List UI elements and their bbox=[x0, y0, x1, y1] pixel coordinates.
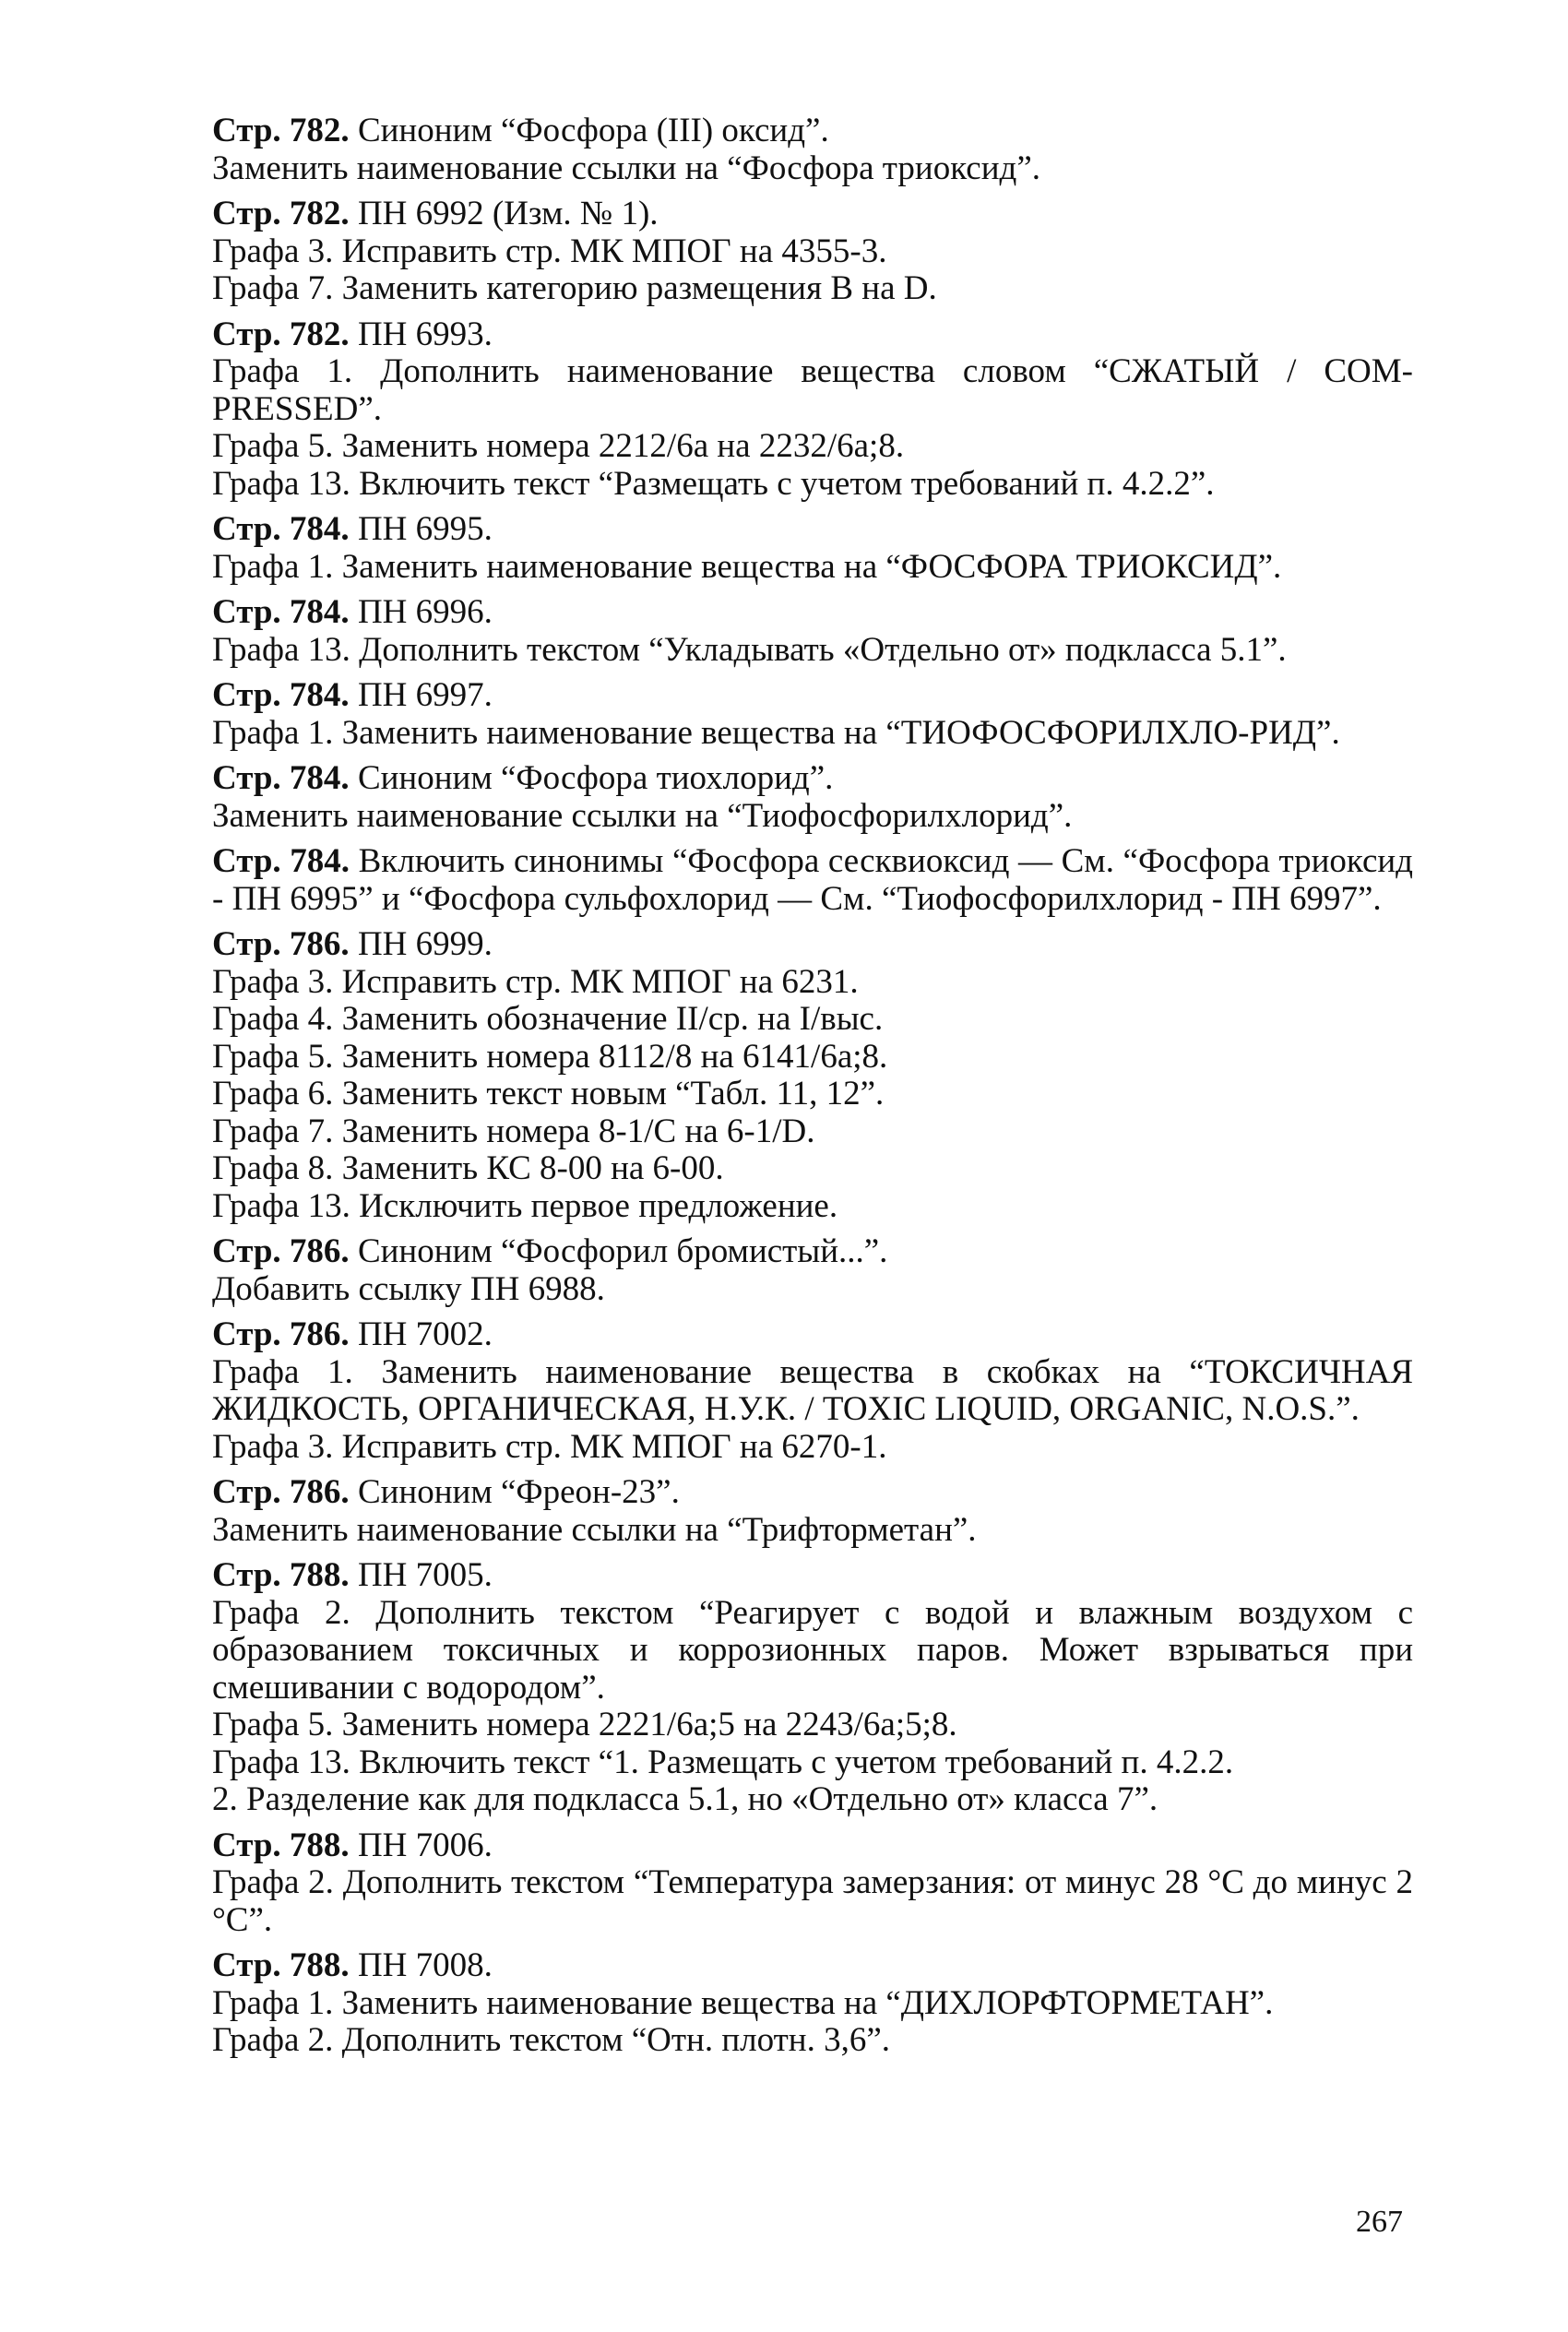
entry-line: Графа 1. Заменить наименование вещества на “ТИОФОСФОРИЛХЛО-РИД”. bbox=[212, 713, 1340, 752]
entry-heading bbox=[212, 843, 1413, 918]
entry-subject: ПН 7006. bbox=[349, 1826, 493, 1864]
amendment-entry bbox=[212, 1474, 1413, 1549]
page-reference: Стр. 784. bbox=[212, 593, 350, 631]
entry-line: Графа 6. Заменить текст новым “Табл. 11, 12”. bbox=[212, 1075, 885, 1112]
entry-line: Графа 8. Заменить КС 8-00 на 6-00. bbox=[212, 1149, 724, 1187]
entry-line: Графа 5. Заменить номера 2212/6а на 2232/6а;8. bbox=[212, 427, 905, 465]
entry-line: Графа 13. Включить текст “Размещать с учетом требований п. 4.2.2”. bbox=[212, 464, 1215, 503]
entry-heading bbox=[212, 113, 1413, 150]
entry-subject: ПН 6999. bbox=[349, 925, 493, 963]
entry-line: Графа 7. Заменить номера 8-1/С на 6-1/D. bbox=[212, 1112, 815, 1150]
entry-subject: ПН 7008. bbox=[349, 1946, 493, 1984]
entry-subject: Включить синонимы “Фосфора сесквиоксид — См. “Фосфора триоксид - ПН 6995” и “Фосфора сульфохлорид — См. “Тиофосфорилхлорид - ПН 6997”. bbox=[212, 842, 1413, 918]
page-reference: Стр. 788. bbox=[212, 1556, 350, 1594]
entry-line: 2. Разделение как для подкласса 5.1, но «Отдельно от» класса 7”. bbox=[212, 1780, 1158, 1818]
entry-heading bbox=[212, 594, 1413, 632]
entry-line: Добавить ссылку ПН 6988. bbox=[212, 1269, 605, 1308]
entry-subject: ПН 6995. bbox=[349, 510, 493, 548]
entry-line: Графа 2. Дополнить текстом “Реагирует с водой и влажным воздухом с образованием токсичных и коррозионных паров. Может взрываться при смешивании с водородом”. bbox=[212, 1593, 1413, 1707]
entry-line: Графа 3. Исправить стр. МК МПОГ на 6270-1. bbox=[212, 1427, 887, 1466]
entry-line: Графа 3. Исправить стр. МК МПОГ на 4355-3. bbox=[212, 232, 887, 270]
entry-heading bbox=[212, 1474, 1413, 1512]
entry-line: Графа 3. Исправить стр. МК МПОГ на 6231. bbox=[212, 962, 859, 1001]
entry-heading bbox=[212, 1827, 1413, 1865]
entry-subject: ПН 6997. bbox=[349, 676, 493, 714]
entry-heading bbox=[212, 316, 1413, 354]
entry-heading bbox=[212, 196, 1413, 233]
entry-line: Заменить наименование ссылки на “Тиофосфорилхлорид”. bbox=[212, 796, 1073, 835]
document-body bbox=[212, 113, 1413, 2068]
page-reference: Стр. 782. bbox=[212, 112, 350, 149]
page-reference: Стр. 788. bbox=[212, 1826, 350, 1864]
entry-heading bbox=[212, 1316, 1413, 1354]
page-reference: Стр. 782. bbox=[212, 195, 350, 232]
entry-subject: Синоним “Фосфора (III) оксид”. bbox=[349, 112, 829, 149]
entry-line: Графа 4. Заменить обозначение II/ср. на I/выс. bbox=[212, 1000, 884, 1038]
entry-line: Графа 1. Дополнить наименование вещества словом “СЖАТЫЙ / COM-PRESSED”. bbox=[212, 352, 1413, 428]
amendment-entry bbox=[212, 196, 1413, 308]
entry-line: Графа 1. Заменить наименование вещества на “ДИХЛОРФТОРМЕТАН”. bbox=[212, 1983, 1274, 2022]
entry-line: Графа 1. Заменить наименование вещества в скобках на “ТОКСИЧНАЯ ЖИДКОСТЬ, ОРГАНИЧЕСКАЯ, Н.У.К. / TOXIC LIQUID, ORGANIC, N.O.S.”. bbox=[212, 1352, 1413, 1428]
page-reference: Стр. 782. bbox=[212, 315, 350, 353]
entry-line: Графа 5. Заменить номера 2221/6а;5 на 2243/6а;5;8. bbox=[212, 1706, 957, 1743]
entry-line: Графа 2. Дополнить текстом “Отн. плотн. 3,6”. bbox=[212, 2021, 891, 2059]
amendment-entry bbox=[212, 926, 1413, 1225]
page-reference: Стр. 786. bbox=[212, 1315, 350, 1353]
entry-subject: ПН 6992 (Изм. № 1). bbox=[349, 195, 659, 232]
page-reference: Стр. 788. bbox=[212, 1946, 350, 1984]
page-reference: Стр. 784. bbox=[212, 759, 350, 797]
entry-heading bbox=[212, 1557, 1413, 1595]
entry-line: Графа 1. Заменить наименование вещества на “ФОСФОРА ТРИОКСИД”. bbox=[212, 547, 1282, 586]
amendment-entry bbox=[212, 843, 1413, 918]
page-reference: Стр. 784. bbox=[212, 676, 350, 714]
entry-heading bbox=[212, 1947, 1413, 1985]
entry-subject: ПН 7002. bbox=[349, 1315, 493, 1353]
page-reference: Стр. 786. bbox=[212, 925, 350, 963]
entry-line: Графа 13. Дополнить текстом “Укладывать «Отдельно от» подкласса 5.1”. bbox=[212, 630, 1287, 669]
entry-line: Заменить наименование ссылки на “Фосфора триоксид”. bbox=[212, 149, 1040, 187]
entry-line: Графа 13. Исключить первое предложение. bbox=[212, 1186, 838, 1225]
amendment-entry bbox=[212, 113, 1413, 187]
entry-heading bbox=[212, 760, 1413, 798]
amendment-entry bbox=[212, 1316, 1413, 1466]
entry-heading bbox=[212, 1233, 1413, 1271]
entry-line: Графа 7. Заменить категорию размещения В на D. bbox=[212, 269, 937, 307]
entry-line: Заменить наименование ссылки на “Трифторметан”. bbox=[212, 1510, 977, 1549]
amendment-entry bbox=[212, 760, 1413, 835]
amendment-entry bbox=[212, 316, 1413, 504]
amendment-entry bbox=[212, 1233, 1413, 1308]
entry-line: Графа 13. Включить текст “1. Размещать с учетом требований п. 4.2.2. bbox=[212, 1743, 1234, 1781]
entry-subject: ПН 7005. bbox=[349, 1556, 493, 1594]
page-reference: Стр. 784. bbox=[212, 842, 350, 880]
page-reference: Стр. 786. bbox=[212, 1473, 350, 1511]
entry-subject: Синоним “Фреон-23”. bbox=[349, 1473, 680, 1511]
entry-heading bbox=[212, 677, 1413, 715]
amendment-entry bbox=[212, 511, 1413, 586]
amendment-entry bbox=[212, 1557, 1413, 1819]
amendment-entry bbox=[212, 1827, 1413, 1940]
entry-line: Графа 5. Заменить номера 8112/8 на 6141/6а;8. bbox=[212, 1037, 888, 1076]
entry-subject: ПН 6993. bbox=[349, 315, 493, 353]
entry-subject: Синоним “Фосфорил бромистый...”. bbox=[349, 1232, 888, 1270]
entry-heading bbox=[212, 926, 1413, 964]
amendment-entry bbox=[212, 1947, 1413, 2060]
page-reference: Стр. 784. bbox=[212, 510, 350, 548]
entry-subject: Синоним “Фосфора тиохлорид”. bbox=[349, 759, 834, 797]
amendment-entry bbox=[212, 594, 1413, 669]
entry-subject: ПН 6996. bbox=[349, 593, 493, 631]
page-reference: Стр. 786. bbox=[212, 1232, 350, 1270]
amendment-entry bbox=[212, 677, 1413, 752]
page-number: 267 bbox=[1356, 2205, 1403, 2239]
entry-line: Графа 2. Дополнить текстом “Температура замерзания: от минус 28 °С до минус 2 °С”. bbox=[212, 1863, 1413, 1939]
entry-heading bbox=[212, 511, 1413, 549]
